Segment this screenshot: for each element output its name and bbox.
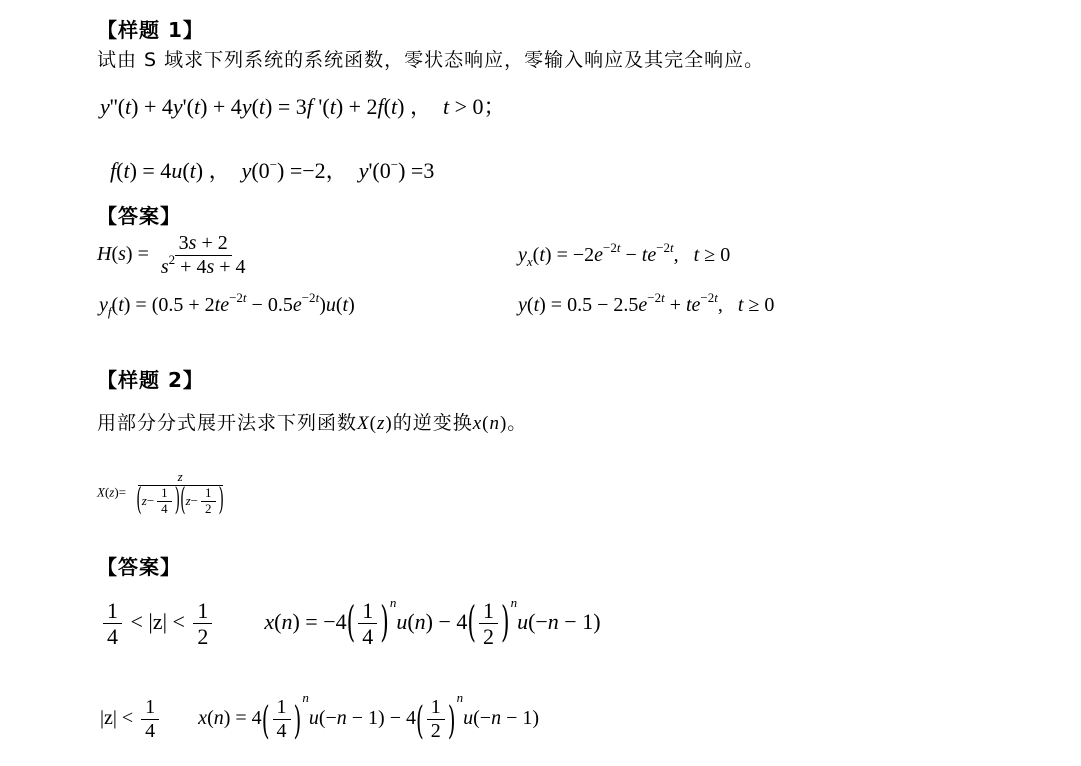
system-function-fraction: $\frac{3s + 2}{s^2 + 4s + 4}$ xyxy=(160,232,246,278)
example2-heading: 【样题 2】 xyxy=(97,368,204,392)
answer-case-1: $\frac{1}{4}$ < |z| < $\frac{1}{2}$ x(n) = −4 ( $\frac{1}{4}$ ) $^n$u(n) − 4 ( $\frac{1}{2}$ ) $^n$u(−n − 1) xyxy=(100,598,601,650)
zero-input-response: $y_x(t) = -2e^{-2t} - te^{-2t}$, t ≥ 0 xyxy=(518,240,731,269)
example2-answer-heading: 【答案】 xyxy=(97,555,181,579)
zero-state-response: $y_f(t) = (0.5 + 2te^{-2t} - 0.5e^{-2t})u(t)$ xyxy=(99,290,355,319)
differential-equation: y''(t) + 4y'(t) + 4y(t) = 3f '(t) + 2f(t) ， t > 0； xyxy=(100,94,506,119)
example1-question: 试由 S 域求下列系统的系统函数，零状态响应，零输入响应及其完全响应。 xyxy=(97,49,765,71)
xz-function: X(z)= z ( z − $\frac{1}{4}$ ) ( z − $\frac{1}{2}$ ) xyxy=(97,470,231,517)
example2-question-part2: 的逆变换 xyxy=(392,412,473,434)
system-function: H(s) = $\frac{3s + 2}{s^2 + 4s + 4}$ xyxy=(97,232,253,279)
xz-fraction: z ( z − $\frac{1}{4}$ ) ( z − $\frac{1}{2}$ ) xyxy=(136,469,224,519)
example2-question-end: 。 xyxy=(507,412,528,434)
complete-response: $y(t) = 0.5 - 2.5e^{-2t} + te^{-2t}$, t ≥ 0 xyxy=(518,290,775,316)
example1-answer-heading: 【答案】 xyxy=(97,204,181,228)
example2-question-part1: 用部分分式展开法求下列函数 xyxy=(97,412,358,434)
example2-question: 用部分分式展开法求下列函数X(z)的逆变换x(n)。 xyxy=(97,412,528,434)
answer-case-2: |z| < $\frac{1}{4}$ x(n) = 4 ( $\frac{1}{4}$ ) $^n$u(−n − 1) − 4 ( $\frac{1}{2}$ ) $^n$u(−n − 1) xyxy=(100,690,540,743)
example1-heading: 【样题 1】 xyxy=(97,18,204,42)
initial-conditions: f(t) = 4u(t) ， y(0−) =−2， y'(0−) =3 xyxy=(110,157,435,183)
